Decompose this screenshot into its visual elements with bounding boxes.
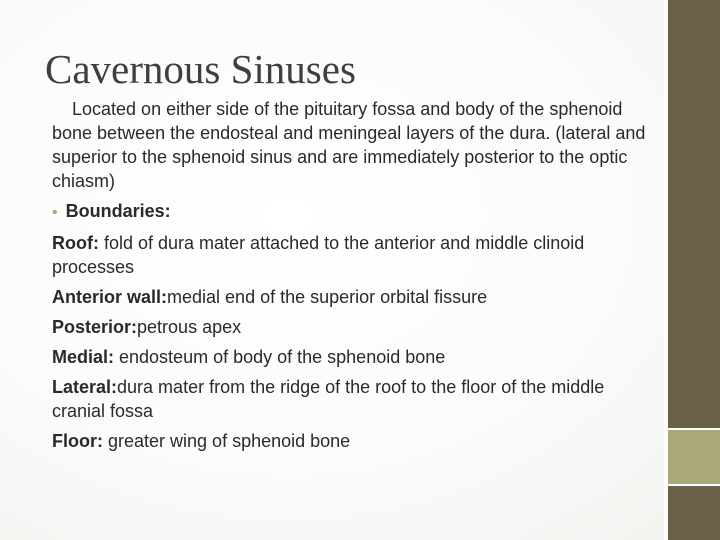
sidebar-separator <box>668 428 720 430</box>
boundary-lateral <box>52 375 652 423</box>
boundary-anterior-wall <box>52 285 652 309</box>
boundary-posterior <box>52 315 652 339</box>
boundary-term: Lateral: <box>52 377 118 397</box>
slide-body <box>52 97 652 453</box>
sidebar-band-dark-bottom <box>668 485 720 540</box>
boundary-roof <box>52 231 652 279</box>
boundaries-bullet <box>52 199 652 225</box>
bullet-icon: • <box>52 204 58 221</box>
boundary-term: Medial: <box>52 347 115 367</box>
boundary-medial <box>52 345 652 369</box>
boundary-text: medial end of the superior orbital fissure <box>167 287 488 307</box>
boundaries-heading: Boundaries: <box>65 201 171 221</box>
boundary-text: endosteum of body of the sphenoid bone <box>114 347 446 367</box>
sidebar-separator <box>668 484 720 486</box>
boundary-floor <box>52 429 652 453</box>
boundary-term: Posterior: <box>52 317 138 337</box>
boundary-term: Floor: <box>52 431 103 451</box>
intro-paragraph: Located on either side of the pituitary fossa and body of the sphenoid bone between the endosteal and meningeal layers of the dura. (lateral and superior to the sphenoid sinus and are immediately posterior to the optic chiasm) <box>52 99 646 191</box>
sidebar-band-light <box>668 429 720 485</box>
boundary-text: petrous apex <box>137 317 242 337</box>
boundary-text: fold of dura mater attached to the anterior and middle clinoid processes <box>52 233 585 277</box>
boundary-term: Roof: <box>52 233 99 253</box>
sidebar-band-dark-top <box>668 0 720 429</box>
boundary-text: dura mater from the ridge of the roof to the floor of the middle cranial fossa <box>52 377 605 421</box>
slide-title: Cavernous Sinuses <box>45 46 356 92</box>
boundary-text: greater wing of sphenoid bone <box>103 431 351 451</box>
boundary-term: Anterior wall: <box>52 287 168 307</box>
